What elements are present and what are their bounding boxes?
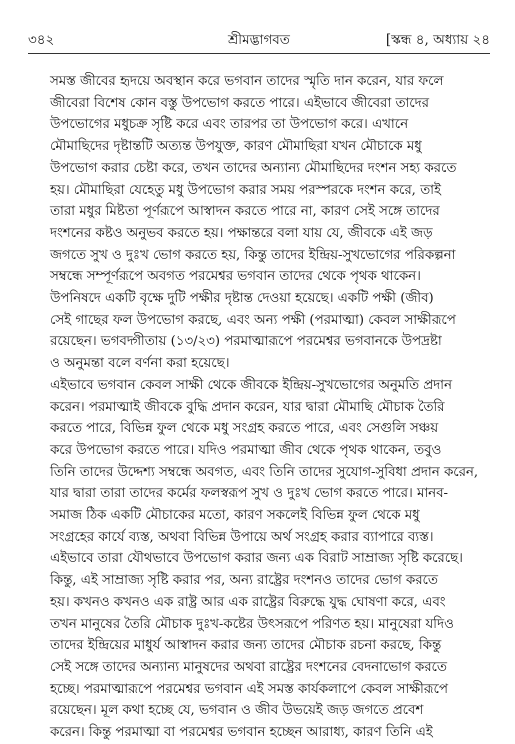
text-line: সমস্ত জীবের হৃদয়ে অবস্থান করে ভগবান তাদের স্মৃতি দান করেন, যার ফলে — [50, 74, 444, 89]
text-line: তাদের ইন্দ্রিয়ের মাধুর্য আস্বাদন করার জন্য তাদের মৌচাক রচনা করছে, কিন্তু — [50, 638, 442, 654]
text-line: সংগ্রহের কার্যে ব্যস্ত, অথবা বিভিন্ন উপায়ে অর্থ সংগ্রহ করার ব্যাপারে ব্যস্ত। — [50, 529, 434, 545]
text-line: রয়েছেন। মূল কথা হচ্ছে যে, ভগবান ও জীব উভয়েই জড় জগতে প্রবেশ — [50, 703, 424, 719]
text-line: করেন। পরমাত্মাই জীবকে বুদ্ধি প্রদান করেন, যার দ্বারা মৌমাছি মৌচাক তৈরি — [50, 399, 445, 415]
text-line: সেই গাছের ফল উপভোগ করছে, এবং অন্য পক্ষী (পরমাত্মা) কেবল সাক্ষীরূপে — [50, 312, 456, 328]
page-header — [28, 30, 490, 50]
text-line: করেন। কিন্তু পরমাত্মা বা পরমেশ্বর ভগবান হচ্ছেন আরাধ্য, কারণ তিনি এই — [50, 725, 433, 741]
text-line: সেই সঙ্গে তাদের অন্যান্য মানুষদের অথবা রাষ্ট্রের দংশনের বেদনাভোগ করতে — [50, 659, 447, 675]
text-line: হয়। কখনও কখনও এক রাষ্ট্র আর এক রাষ্ট্রের বিরুদ্ধে যুদ্ধ ঘোষণা করে, এবং — [50, 594, 446, 610]
text-line: তিনি তাদের উদ্দেশ্য সম্বন্ধে অবগত, এবং তিনি তাদের সুযোগ-সুবিধা প্রদান করেন, — [50, 464, 479, 480]
text-line: তখন মানুষের তৈরি মৌচাক দুঃখ-কষ্টের উৎসরূপে পরিণত হয়। মানুষেরা যদিও — [50, 616, 454, 632]
text-line: সম্বন্ধে সম্পূর্ণরূপে অবগত পরমেশ্বর ভগবান তাদের থেকে পৃথক থাকেন। — [50, 269, 421, 285]
paragraph — [28, 71, 490, 375]
text-line: এইভাবে তারা যৌথভাবে উপভোগ করার জন্য এক বিরাট সাম্রাজ্য সৃষ্টি করেছে। — [50, 551, 463, 567]
text-line: হয়। মৌমাছিরা যেহেতু মধু উপভোগ করার সময় পরস্পরকে দংশন করে, তাই — [50, 182, 441, 198]
text-line: করে উপভোগ করতে পারে। যদিও পরমাত্মা জীব থেকে পৃথক থাকেন, তবুও — [50, 442, 442, 458]
text-line: উপনিষদে একটি বৃক্ষে দুটি পক্ষীর দৃষ্টান্ত দেওয়া হয়েছে। একটি পক্ষী (জীব) — [50, 291, 434, 307]
section-reference: [স্কন্ধ ৪, অধ্যায় ২৪ — [385, 32, 490, 48]
text-line: দংশনের কষ্টও অনুভব করতে হয়। পক্ষান্তরে বলা যায় যে, জীবকে এই জড় — [50, 225, 433, 241]
text-line: মৌমাছিদের দৃষ্টান্তটি অত্যন্ত উপযুক্ত, কারণ মৌমাছিরা যখন মৌচাকে মধু — [50, 139, 422, 155]
text-line: করতে পারে, বিভিন্ন ফুল থেকে মধু সংগ্রহ করতে পারে, এবং সেগুলি সঞ্চয় — [50, 421, 439, 437]
text-line: উপভোগ করার চেষ্টা করে, তখন তাদের অন্যান্য মৌমাছিদের দংশন সহ্য করতে — [50, 160, 457, 176]
text-line: এইভাবে ভগবান কেবল সাক্ষী থেকে জীবকে ইন্দ্রিয়-সুখভোগের অনুমতি প্রদান — [50, 377, 452, 393]
text-line: সমাজ ঠিক একটি মৌচাকের মতো, কারণ সকলেই বিভিন্ন ফুল থেকে মধু — [50, 508, 420, 524]
text-line: যার দ্বারা তারা তাদের কর্মের ফলস্বরূপ সুখ ও দুঃখ ভোগ করতে পারে। মানব- — [50, 486, 449, 502]
text-line: রয়েছেন। ভগবদ্গীতায় (১৩/২৩) পরমাত্মারূপে পরমেশ্বর ভগবানকে উপদ্রষ্টা — [50, 334, 442, 350]
text-line: ও অনুমন্তা বলে বর্ণনা করা হয়েছে। — [50, 356, 230, 372]
running-title: শ্রীমদ্ভাগবত — [228, 32, 290, 48]
text-line: তারা মধুর মিষ্টতা পূর্ণরূপে আস্বাদন করতে পারে না, কারণ সেই সঙ্গে তাদের — [50, 204, 440, 220]
text-line: জীবেরা বিশেষ কোন বস্তু উপভোগ করতে পারে। এইভাবে জীবেরা তাদের — [50, 95, 429, 111]
body-text — [28, 71, 490, 744]
header-divider — [28, 53, 490, 54]
text-line: জগতে সুখ ও দুঃখ ভোগ করতে হয়, কিন্তু তাদের ইন্দ্রিয়-সুখভোগের পরিকল্পনা — [50, 247, 456, 263]
paragraph — [28, 375, 490, 744]
text-line: হচ্ছে। পরমাত্মারূপে পরমেশ্বর ভগবান এই সমস্ত কার্যকলাপে কেবল সাক্ষীরূপে — [50, 681, 448, 697]
text-line: কিন্তু, এই সাম্রাজ্য সৃষ্টি করার পর, অন্য রাষ্ট্রের দংশনও তাদের ভোগ করতে — [50, 573, 438, 589]
text-line: উপভোগের মধুচক্র সৃষ্টি করে এবং তারপর তা উপভোগ করে। এখানে — [50, 117, 409, 133]
page-number: ৩৪২ — [28, 32, 55, 48]
